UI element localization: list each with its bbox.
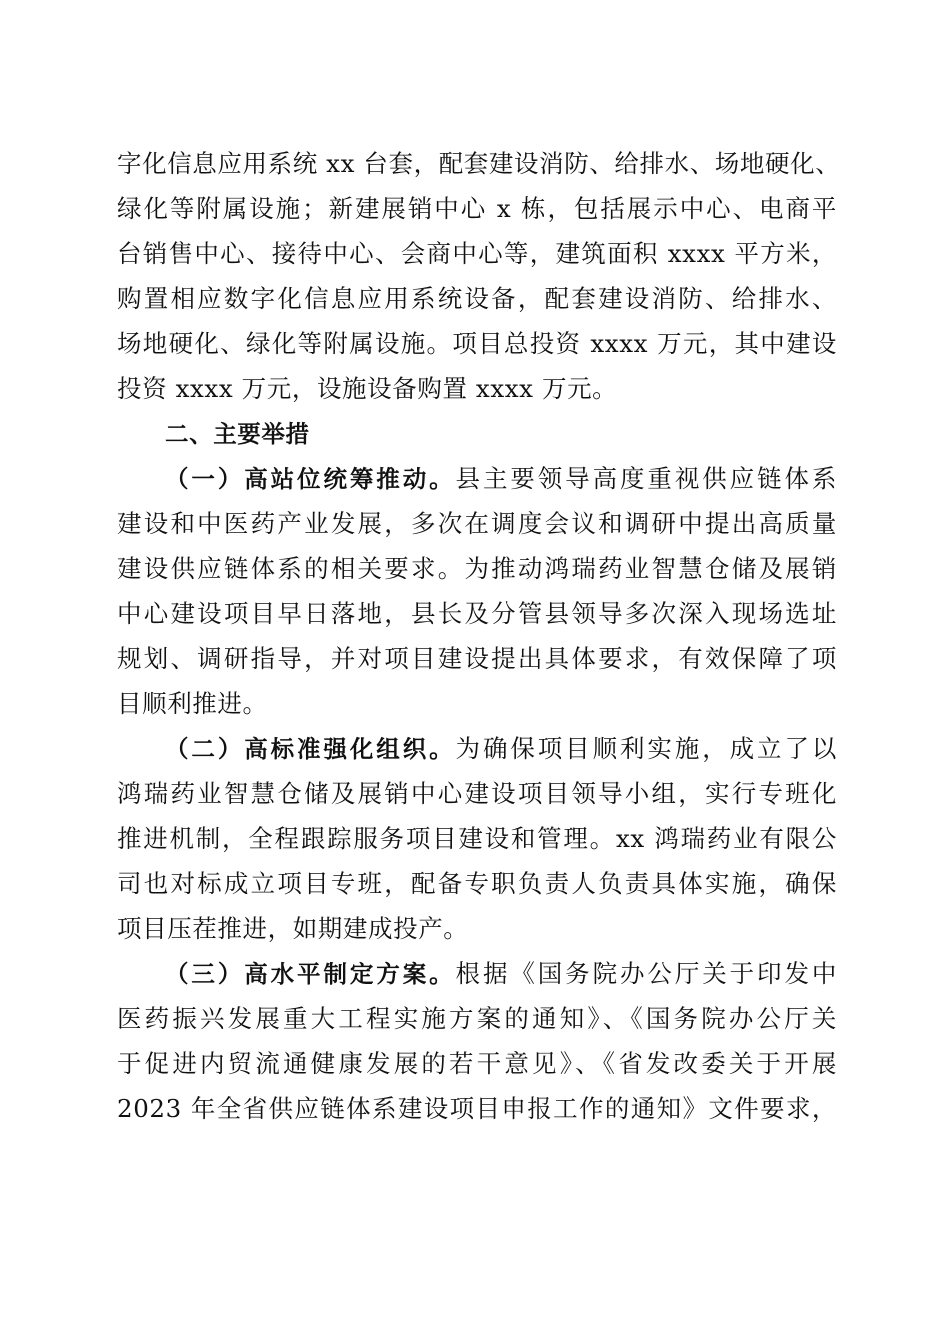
measure-2-line: 推进机制，全程跟踪服务项目建设和管理。xx 鸿瑞药业有限公 (117, 824, 837, 853)
measure-1-line: 规划、调研指导，并对项目建设提出具体要求，有效保障了项 (117, 644, 837, 673)
measure-3-first-line-text: 根据《国务院办公厅关于印发中 (455, 959, 837, 988)
measure-2-line: 鸿瑞药业智慧仓储及展销中心建设项目领导小组，实行专班化 (117, 779, 837, 808)
measure-3-line: 2023 年全省供应链体系建设项目申报工作的通知》文件要求， (117, 1094, 837, 1123)
intro-line: 购置相应数字化信息应用系统设备，配套建设消防、给排水、 (117, 284, 837, 313)
measure-1-line: 建设供应链体系的相关要求。为推动鸿瑞药业智慧仓储及展销 (117, 554, 837, 583)
measure-2-title: （二）高标准强化组织。 (165, 735, 456, 763)
intro-line: 投资 xxxx 万元，设施设备购置 xxxx 万元。 (117, 374, 618, 403)
measure-3-first-line (165, 954, 837, 994)
measure-3-line: 于促进内贸流通健康发展的若干意见》、《省发改委关于开展 (117, 1049, 837, 1078)
measure-1-first-line (165, 459, 837, 499)
measure-1-first-line-text: 县主要领导高度重视供应链体系 (455, 464, 837, 493)
measure-1-line: 建设和中医药产业发展，多次在调度会议和调研中提出高质量 (117, 509, 837, 538)
measure-2-first-line-text: 为确保项目顺利实施，成立了以 (455, 734, 837, 763)
measure-3-line: 医药振兴发展重大工程实施方案的通知》、《国务院办公厅关 (117, 1004, 837, 1033)
section-heading: 二、主要举措 (165, 420, 310, 448)
measure-1-line: 目顺利推进。 (117, 689, 268, 718)
measure-1-title: （一）高站位统筹推动。 (165, 465, 456, 493)
measure-1-line: 中心建设项目早日落地，县长及分管县领导多次深入现场选址 (117, 599, 837, 628)
intro-line: 场地硬化、绿化等附属设施。项目总投资 xxxx 万元，其中建设 (117, 329, 837, 358)
measure-2-line: 司也对标成立项目专班，配备专职负责人负责具体实施，确保 (117, 869, 837, 898)
intro-line: 字化信息应用系统 xx 台套，配套建设消防、给排水、场地硬化、 (117, 149, 841, 178)
measure-2-first-line (165, 729, 837, 769)
measure-2-line: 项目压茬推进，如期建成投产。 (117, 914, 469, 943)
measure-3-title: （三）高水平制定方案。 (165, 960, 456, 988)
intro-line: 台销售中心、接待中心、会商中心等，建筑面积 xxxx 平方米， (117, 239, 837, 268)
intro-line: 绿化等附属设施；新建展销中心 x 栋，包括展示中心、电商平 (117, 194, 837, 223)
